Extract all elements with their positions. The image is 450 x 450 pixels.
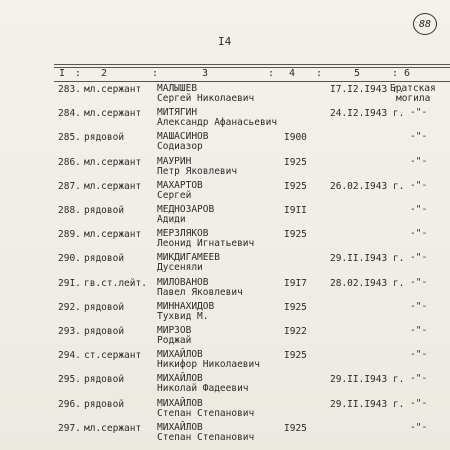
record-number: 287. [58, 180, 81, 192]
record-birth-year: I925 [284, 422, 307, 434]
record-birth-year: I925 [284, 180, 307, 192]
record-burial-place: -"- [410, 325, 428, 336]
record-burial-place: -"- [410, 204, 428, 215]
record-rank: мл.сержант [84, 84, 142, 95]
record-given-name: Сергей Николаевич [157, 93, 255, 104]
record-birth-year: I925 [284, 156, 307, 168]
record-row [0, 325, 450, 349]
record-surname: МИХАЙЛОВ [157, 373, 203, 385]
record-burial-place: -"- [410, 228, 428, 240]
record-surname: МИЛОВАНОВ [157, 276, 209, 288]
record-burial-place: -"- [410, 276, 428, 288]
record-death-date: 26.02.I943 г. [330, 180, 405, 192]
record-given-name: Степан Степанович [157, 407, 255, 419]
table-top-rule [54, 64, 450, 65]
col-header-4: 4 [289, 68, 296, 79]
record-burial-place: Братская [390, 83, 436, 94]
record-row [0, 228, 450, 252]
col-header-3: 3 [202, 68, 209, 79]
record-surname: МИКДИГАМЕЕВ [157, 252, 220, 264]
record-row [0, 180, 450, 204]
record-given-name: Леонид Игнатьевич [157, 238, 255, 250]
record-rank: мл.сержант [84, 156, 142, 168]
record-row [0, 252, 450, 276]
record-number: 292. [58, 301, 81, 313]
record-row [0, 373, 450, 397]
record-number: 284. [58, 108, 81, 120]
record-number: 295. [58, 374, 81, 386]
col-sep-2: : [152, 68, 159, 79]
record-birth-year: I9II [284, 205, 307, 216]
record-surname: МИХАЙЛОВ [157, 397, 203, 409]
record-surname: МЕРЗЛЯКОВ [157, 228, 209, 240]
record-death-date: 29.II.I943 г. [330, 398, 405, 410]
record-number: 286. [58, 156, 81, 168]
record-surname: МИХАЙЛОВ [157, 349, 203, 361]
record-row [0, 204, 450, 228]
record-surname: МАЛЫШЕВ [157, 83, 198, 94]
table-top-rule-2 [54, 67, 450, 68]
record-number: 297. [58, 422, 81, 434]
col-header-2: 2 [101, 68, 108, 79]
record-number: 285. [58, 132, 81, 144]
record-birth-year: I922 [284, 326, 307, 337]
record-surname: МЕДНОЗАРОВ [157, 204, 215, 215]
record-death-date: 24.I2.I943 г. [330, 108, 405, 120]
record-death-date: 29.II.I943 г. [330, 253, 405, 265]
record-row [0, 131, 450, 155]
col-sep-5: : [392, 68, 399, 79]
record-rank: рядовой [84, 374, 125, 386]
record-burial-place: -"- [410, 131, 428, 143]
record-number: 293. [58, 326, 81, 337]
record-birth-year: I925 [284, 350, 307, 362]
record-surname: МИТЯГИН [157, 107, 198, 119]
col-sep-3: : [268, 68, 275, 79]
record-row [0, 301, 450, 325]
record-number: 296. [58, 398, 81, 410]
record-burial-place: -"- [410, 179, 428, 191]
col-header-5: 5 [354, 68, 361, 79]
record-rank: рядовой [84, 326, 125, 337]
record-surname: МИХАЙЛОВ [157, 421, 203, 433]
record-row [0, 398, 450, 422]
record-death-date: I7.I2.I943 г. [330, 84, 405, 95]
record-given-name: Сергей [157, 189, 192, 201]
record-given-name: Степан Степанович [157, 431, 255, 443]
page-number: I4 [218, 35, 232, 48]
record-burial-place-2: могила [396, 93, 431, 104]
sheet-number: 88 [418, 18, 432, 30]
record-number: 289. [58, 229, 81, 241]
record-row [0, 422, 450, 446]
sheet-number-stamp [413, 13, 437, 35]
record-rank: мл.сержант [84, 180, 142, 192]
record-death-date: 29.II.I943 г. [330, 374, 405, 386]
record-rank: мл.сержант [84, 229, 142, 241]
record-birth-year: I900 [284, 132, 307, 144]
record-number: 290. [58, 253, 81, 265]
record-surname: МАШАСИНОВ [157, 131, 209, 143]
record-given-name: Адиди [157, 214, 186, 225]
record-rank: рядовой [84, 132, 125, 144]
record-burial-place: -"- [410, 155, 428, 167]
record-birth-year: I9I7 [284, 277, 307, 289]
record-surname: МИННАХИДОВ [157, 300, 215, 312]
record-number: 294. [58, 350, 81, 362]
record-given-name: Александр Афанасьевич [157, 117, 278, 129]
record-row [0, 83, 450, 107]
record-rank: рядовой [84, 301, 125, 313]
col-header-1: I [59, 68, 66, 79]
record-burial-place: -"- [410, 349, 428, 361]
record-surname: МАУРИН [157, 155, 192, 167]
record-given-name: Николай Фадеевич [157, 383, 249, 395]
record-row [0, 107, 450, 131]
record-rank: рядовой [84, 253, 125, 265]
record-row [0, 349, 450, 373]
record-row [0, 156, 450, 180]
record-given-name: Роджай [157, 335, 192, 346]
col-header-6: 6 [404, 68, 411, 79]
record-rank: рядовой [84, 205, 125, 216]
record-given-name: Тухвид М. [157, 310, 209, 322]
record-rank: ст.сержант [84, 350, 142, 362]
record-row [0, 277, 450, 301]
record-burial-place: -"- [410, 300, 428, 312]
record-surname: МИРЗОВ [157, 325, 192, 336]
record-burial-place: -"- [410, 107, 428, 119]
record-rank: гв.ст.лейт. [84, 277, 147, 289]
record-given-name: Дусеняли [157, 262, 203, 274]
record-burial-place: -"- [410, 397, 428, 409]
col-sep-1: : [75, 68, 82, 79]
col-sep-4: : [316, 68, 323, 79]
header-bottom-rule [54, 81, 450, 82]
record-burial-place: -"- [410, 373, 428, 385]
record-rank: мл.сержант [84, 108, 142, 120]
record-given-name: Павел Яковлевич [157, 286, 243, 298]
record-burial-place: -"- [410, 252, 428, 264]
record-rank: мл.сержант [84, 422, 142, 434]
record-given-name: Содиазор [157, 141, 203, 153]
record-number: 288. [58, 205, 81, 216]
record-given-name: Петр Яковлевич [157, 165, 238, 177]
record-death-date: 28.02.I943 г. [330, 277, 405, 289]
record-number: 29I. [58, 277, 81, 289]
record-burial-place: -"- [410, 421, 428, 433]
record-surname: МАХАРТОВ [157, 179, 203, 191]
record-birth-year: I925 [284, 301, 307, 313]
record-number: 283. [58, 84, 81, 95]
record-birth-year: I925 [284, 229, 307, 241]
record-rank: рядовой [84, 398, 125, 410]
record-given-name: Никифор Николаевич [157, 359, 260, 371]
